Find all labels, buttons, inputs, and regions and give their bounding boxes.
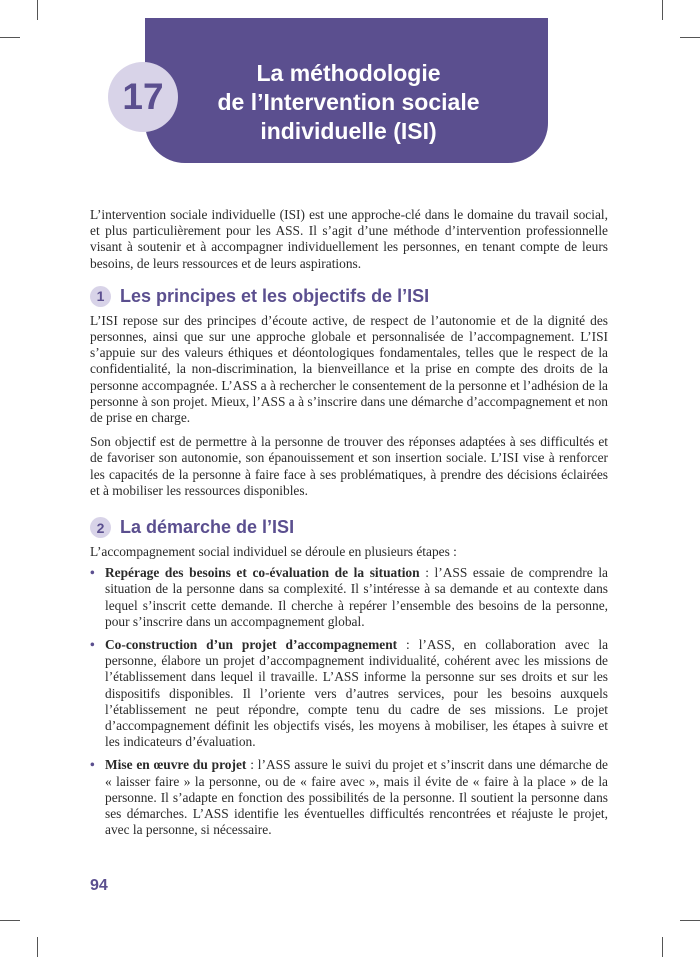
section-heading — [90, 517, 608, 538]
crop-mark — [0, 920, 20, 921]
list-item-term: Repérage des besoins et co-évaluation de la situation — [105, 565, 420, 581]
crop-mark — [662, 0, 663, 20]
crop-mark — [662, 937, 663, 957]
intro-paragraph: L’intervention sociale individuelle (ISI) est une approche-clé dans le domaine du travail social, et plus particulièrement pour les ASS. Il s’agit d’une méthode d’intervention professionnelle visant à soutenir et à accompagner individuellement les personnes, en tenant compte de leurs besoins, de leurs ressources et de leurs aspirations. — [90, 207, 608, 271]
section-title: La démarche de l’ISI — [120, 517, 295, 538]
list-item-text: : l’ASS, en collaboration avec la personne, élabore un projet d’accompagnement individualité, cohérent avec les missions de l’établissement dans lequel il travaille. L’ASS informe la personne sur ses droits et sur les dispositifs disponibles. Il l’oriente vers d’autres services, pour les besoins auxquels l’établissement ne peut répondre, compte tenu du cadre de ses missions. Le projet d’accompagnement définit les objectifs visés, les moyens à mobiliser, les étapes à suivre et les indicateurs d’évaluation. — [105, 637, 609, 750]
chapter-title-line: La méthodologie — [256, 60, 441, 86]
chapter-title — [196, 59, 501, 146]
list-item — [90, 565, 608, 630]
section-title: Les principes et les objectifs de l’ISI — [120, 285, 430, 306]
list-item — [90, 637, 608, 750]
list-item-text: : l’ASS assure le suivi du projet et s’inscrit dans une démarche de « laisser faire » la personne, ou de « faire avec », mais il évite de « faire à la place » de la personne. Il s’adapte en fonction des possibilités de la personne. Il soutient la personne dans ses démarches. L’ASS identifie les éventuelles difficultés rencontrées et réajuste le projet, avec la personne, si nécessaire. — [105, 757, 608, 838]
crop-mark — [0, 37, 20, 38]
crop-mark — [680, 37, 700, 38]
body-paragraph: Son objectif est de permettre à la personne de trouver des réponses adaptées à ses difficultés et de favoriser son autonomie, son épanouissement et son insertion sociale. L’ISI vise à renforcer les capacités de la personne à faire face à ses problématiques, à prendre des décisions éclairées et à mobiliser les ressources disponibles. — [90, 434, 608, 498]
crop-mark — [37, 937, 38, 957]
crop-mark — [680, 920, 700, 921]
list-item-term: Co-construction d’un projet d’accompagnement — [105, 637, 398, 653]
page-number: 94 — [90, 877, 108, 894]
chapter-number-badge: 17 — [108, 62, 178, 132]
section-number-badge: 1 — [90, 286, 111, 307]
chapter-title-line: de l’Intervention sociale — [217, 89, 480, 115]
list-item-text: : l’ASS essaie de comprendre la situation de la personne dans sa complexité. Il s’intéresse à sa demande et au contexte dans lequel s’inscrit cette demande. Il cherche à repérer l’ensemble des besoins de la personne, pour s’inscrire dans un accompagnement global. — [105, 565, 608, 629]
list-item — [90, 757, 608, 838]
bullet-icon: • — [90, 757, 95, 773]
section-heading — [90, 286, 608, 307]
chapter-title-line: individuelle (ISI) — [260, 118, 437, 144]
page-content — [90, 207, 608, 846]
body-paragraph: L’ISI repose sur des principes d’écoute active, de respect de l’autonomie et de la dignité des personnes, ainsi que sur une approche globale et personnalisée de l’accompagnement. L’ISI s’appuie sur des valeurs éthiques et déontologiques fondamentales, telles que le respect de la confidentialité, la non-discrimination, la bienveillance et la prise en compte des droits de la personne accompagnée. L’ASS a à rechercher le consentement de la personne et l’adhésion de la personne à son projet. Mieux, l’ASS a à s’inscrire dans une démarche d’accompagnement et non de prise en charge. — [90, 312, 608, 426]
body-paragraph: L’accompagnement social individuel se déroule en plusieurs étapes : — [90, 544, 457, 560]
list-item-term: Mise en œuvre du projet — [105, 757, 247, 773]
crop-mark — [37, 0, 38, 20]
bullet-icon: • — [90, 565, 95, 581]
bullet-icon: • — [90, 637, 95, 653]
section-number-badge: 2 — [90, 517, 111, 538]
steps-list — [90, 565, 608, 838]
